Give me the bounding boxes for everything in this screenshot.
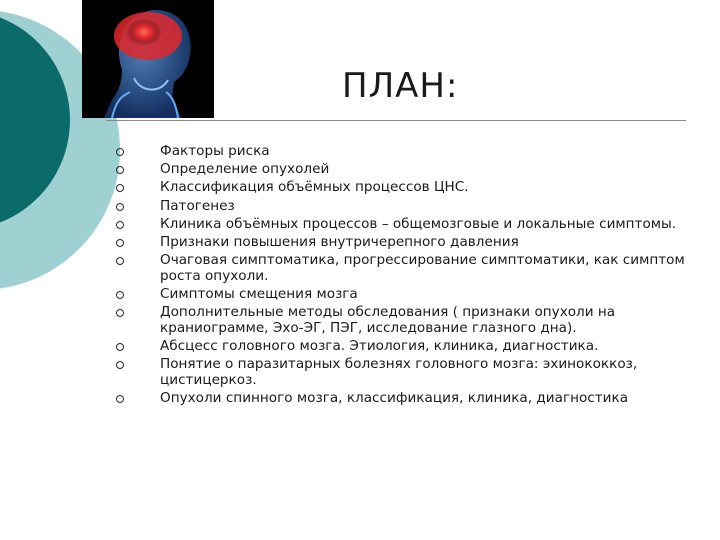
list-item-text: Клиника объёмных процессов – общемозговые и локальные симптомы. xyxy=(160,215,677,232)
list-item xyxy=(106,199,696,215)
hollow-circle-bullet-icon xyxy=(116,291,124,299)
list-item xyxy=(106,391,696,407)
list-item xyxy=(106,339,696,355)
hollow-circle-bullet-icon xyxy=(116,239,124,247)
list-item-text: Симптомы смещения мозга xyxy=(160,285,358,302)
hollow-circle-bullet-icon xyxy=(116,221,124,229)
list-item-text: Факторы риска xyxy=(160,143,270,159)
list-item xyxy=(106,217,696,233)
title-divider xyxy=(106,120,686,121)
list-item xyxy=(106,357,696,388)
hollow-circle-bullet-icon xyxy=(116,203,124,211)
list-item-text: Понятие о паразитарных болезнях головного мозга: эхинококкоз, цистицеркоз. xyxy=(160,356,638,388)
tumor-glow xyxy=(126,18,162,46)
slide-title: ПЛАН: xyxy=(342,66,459,106)
list-item-text: Классификация объёмных процессов ЦНС. xyxy=(160,179,469,196)
list-item xyxy=(106,180,696,196)
list-item-text: Определение опухолей xyxy=(160,161,330,178)
list-item xyxy=(106,144,696,160)
hollow-circle-bullet-icon xyxy=(116,343,124,351)
list-item xyxy=(106,253,696,284)
list-item-text: Опухоли спинного мозга, классификация, клиника, диагностика xyxy=(160,389,629,406)
list-item-text: Очаговая симптоматика, прогрессирование симптоматики, как симптом роста опухоли. xyxy=(160,252,685,284)
list-item xyxy=(106,162,696,178)
list-item-text: Признаки повышения внутричерепного давления xyxy=(160,233,519,250)
list-item xyxy=(106,287,696,303)
list-item-text: Патогенез xyxy=(160,197,235,214)
plan-list xyxy=(106,144,696,409)
hollow-circle-bullet-icon xyxy=(116,257,124,265)
list-item-text: Абсцесс головного мозга. Этиология, клиника, диагностика. xyxy=(160,337,599,354)
list-item-text: Дополнительные методы обследования ( признаки опухоли на краниограмме, Эхо-ЭГ, ПЭГ, исследование глазного дна). xyxy=(160,304,616,336)
hollow-circle-bullet-icon xyxy=(116,184,124,192)
hollow-circle-bullet-icon xyxy=(116,361,124,369)
list-item xyxy=(106,305,696,336)
hollow-circle-bullet-icon xyxy=(116,395,124,403)
hollow-circle-bullet-icon xyxy=(116,166,124,174)
hollow-circle-bullet-icon xyxy=(116,309,124,317)
hollow-circle-bullet-icon xyxy=(116,148,124,156)
list-item xyxy=(106,235,696,251)
brain-xray-image xyxy=(82,0,214,118)
